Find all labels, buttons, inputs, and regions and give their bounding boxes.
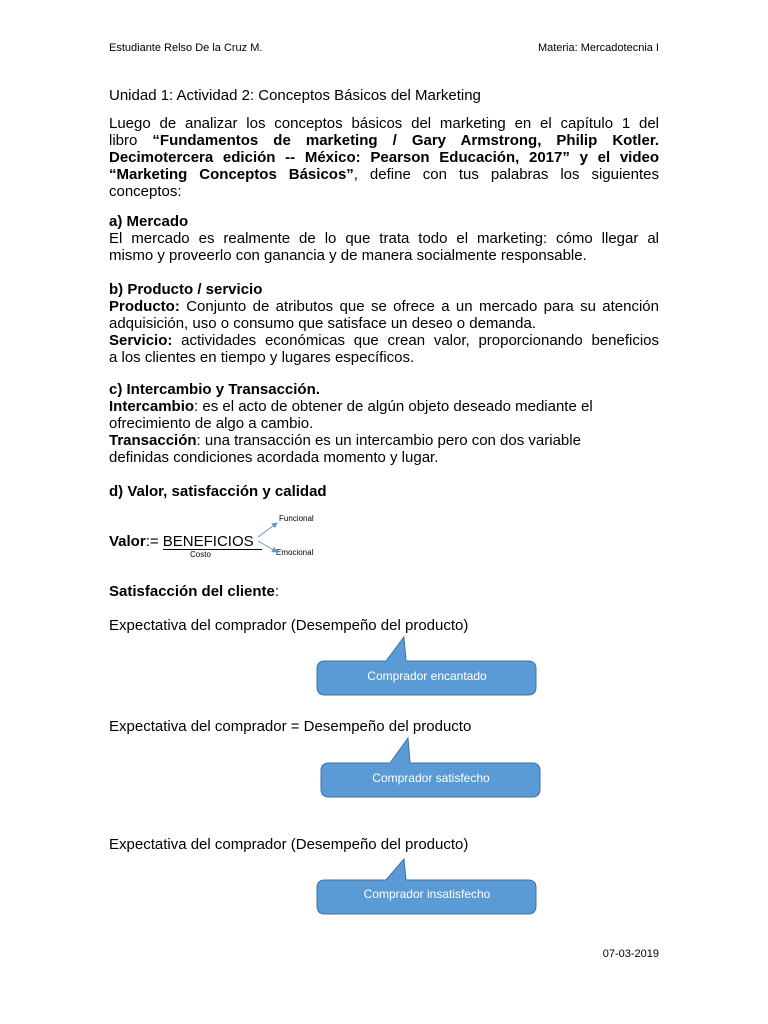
heading-text: a) Mercado — [109, 213, 189, 230]
term-label: Transacción — [109, 432, 197, 449]
arrow-emocional — [258, 541, 277, 552]
producto-line-1 — [109, 298, 659, 315]
producto-line-2: adquisición, uso o consumo que satisface un deseo o demanda. — [109, 315, 536, 332]
servicio-line-1 — [109, 332, 659, 349]
term-definition: Conjunto de atributos que se ofrece a un mercado para su atención — [179, 298, 659, 315]
valor-denominator: Costo — [190, 550, 211, 559]
term-definition: : es el acto de obtener de algún objeto deseado mediante el — [194, 398, 593, 415]
mercado-line-1: El mercado es realmente de lo que trata todo el marketing: cómo llegar al — [109, 230, 659, 247]
page-title: Unidad 1: Actividad 2: Conceptos Básicos del Marketing — [109, 87, 481, 104]
term-definition: : una transacción es un intercambio pero con dos variable — [196, 432, 581, 449]
intro-paragraph — [109, 115, 659, 200]
heading-text: Satisfacción del cliente — [109, 583, 275, 600]
valor-formula — [109, 533, 254, 550]
section-valor-heading — [109, 483, 327, 500]
expectation-line: Expectativa del comprador = Desempeño del producto — [109, 718, 472, 735]
heading-text: c) Intercambio y Transacción. — [109, 381, 320, 398]
transaccion-line-2: definidas condiciones acordada momento y lugar. — [109, 449, 439, 466]
term-label: Intercambio — [109, 398, 195, 415]
section-heading — [109, 381, 659, 398]
intro-text: , define con tus palabras los siguientes — [353, 166, 660, 183]
mercado-line-2: mismo y proveerlo con ganancia y de manera socialmente responsable. — [109, 247, 587, 264]
section-heading — [109, 281, 659, 298]
intro-line-5: conceptos: — [109, 183, 182, 200]
transaccion-line-1 — [109, 432, 659, 449]
term-definition: actividades económicas que crean valor, proporcionando beneficios — [172, 332, 659, 349]
intro-line-4 — [109, 166, 659, 183]
intro-text: libro — [109, 132, 153, 149]
footer-date: 07-03-2019 — [602, 948, 659, 960]
section-producto-servicio — [109, 281, 659, 366]
satisfaccion-heading — [109, 583, 279, 600]
intro-book-edition: Decimotercera edición -- México: Pearson Educación, 2017” y el video — [109, 149, 659, 166]
callout-shape — [320, 735, 542, 799]
callout-comprador-encantado — [316, 635, 538, 697]
fraction-line — [163, 549, 262, 550]
valor-label: Valor — [109, 533, 146, 550]
intro-line-1: Luego de analizar los conceptos básicos del marketing en el capítulo 1 del — [109, 115, 659, 132]
expectation-line: Expectativa del comprador (Desempeño del producto) — [109, 617, 469, 634]
heading-colon: : — [274, 583, 280, 600]
arrow-funcional — [258, 523, 277, 537]
intro-video-title: “Marketing Conceptos Básicos” — [109, 166, 354, 183]
callout-shape — [316, 635, 538, 697]
section-intercambio — [109, 381, 659, 466]
callout-label: Comprador encantado — [367, 669, 487, 683]
callout-comprador-satisfecho — [320, 735, 542, 799]
section-heading — [109, 213, 659, 230]
intro-line-3 — [109, 149, 659, 166]
header-subject: Materia: Mercadotecnia I — [537, 42, 659, 54]
section-mercado — [109, 213, 659, 264]
header-student: Estudiante Relso De la Cruz M. — [109, 42, 263, 54]
servicio-line-2: a los clientes en tiempo y lugares específicos. — [109, 349, 415, 366]
term-label: Servicio: — [109, 332, 173, 349]
valor-emocional: Emocional — [276, 548, 314, 557]
expectation-line: Expectativa del comprador (Desempeño del producto) — [109, 836, 469, 853]
intro-book-title: “Fundamentos de marketing / Gary Armstrong, Philip Kotler. — [152, 132, 659, 149]
intro-line-2 — [109, 132, 659, 149]
callout-label: Comprador satisfecho — [372, 771, 490, 785]
valor-arrows — [255, 515, 285, 560]
term-label: Producto: — [109, 298, 180, 315]
heading-text: d) Valor, satisfacción y calidad — [109, 483, 327, 500]
valor-funcional: Funcional — [279, 514, 314, 523]
heading-text: b) Producto / servicio — [109, 281, 263, 298]
callout-label: Comprador insatisfecho — [363, 887, 491, 901]
intercambio-line-2: ofrecimiento de algo a cambio. — [109, 415, 314, 432]
valor-numerator: := BENEFICIOS — [145, 533, 254, 550]
intercambio-line-1 — [109, 398, 659, 415]
callout-comprador-insatisfecho — [316, 858, 538, 916]
